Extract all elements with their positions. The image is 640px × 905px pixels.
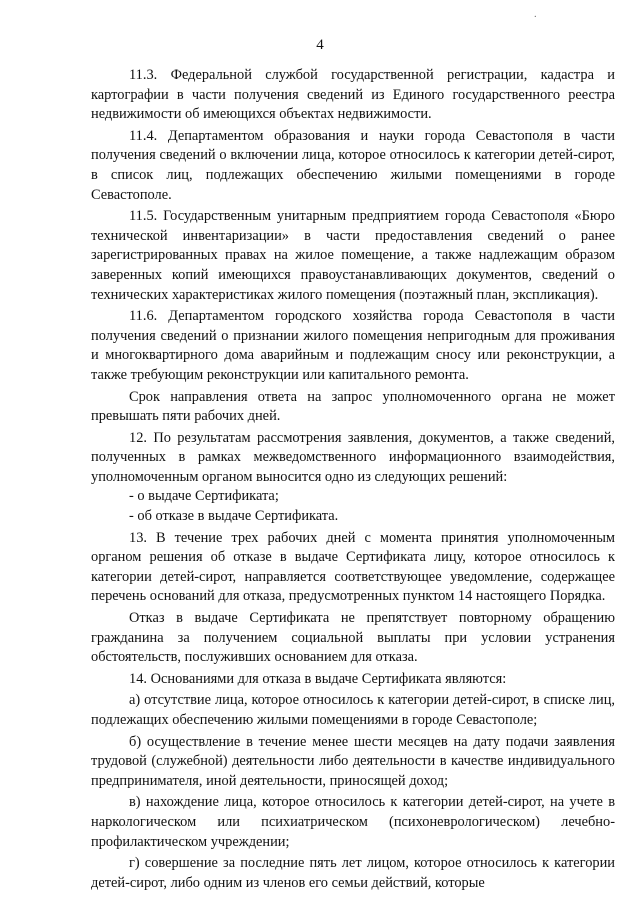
- page-number: 4: [316, 37, 324, 53]
- decision-option-issue: - о выдаче Сертификата;: [129, 488, 279, 505]
- paragraph-13: 13. В течение трех рабочих дней с момента принятия уполномоченным органом решения об отказе в выдаче Сертификата лицу, которое относилось к категории детей-сирот, направляется соответствующее уведомление, содержащее перечень оснований для отказа, предусмотренных пунктом 14 настоящего Порядка.: [91, 529, 615, 605]
- refusal-ground-b: б) осуществление в течение менее шести месяцев на дату подачи заявления трудовой (служебной) деятельности либо деятельности в качестве индивидуального предпринимателя, иной деятельности, приносящей доход;: [91, 733, 615, 789]
- decision-option-refuse: - об отказе в выдаче Сертификата.: [129, 508, 339, 525]
- refusal-ground-g: г) совершение за последние пять лет лицом, которое относилось к категории детей-сирот, либо одним из членов его семьи действий, которые: [91, 855, 615, 891]
- document-body: [91, 66, 615, 893]
- paragraph-refusal-note: Отказ в выдаче Сертификата не препятствует повторному обращению гражданина за получением социальной выплаты при условии устранения обстоятельств, послуживших основанием для отказа.: [91, 610, 615, 666]
- paragraph-11-5: 11.5. Государственным унитарным предприятием города Севастополя «Бюро технической инвентаризации» в части предоставления сведений о ранее зарегистрированных правах на жилое помещение, а также надлежащим образом заверенных копий имеющихся правоустанавливающих документов, сведений о технических характеристиках жилого помещения (поэтажный план, экспликация).: [91, 208, 615, 303]
- paragraph-12: 12. По результатам рассмотрения заявления, документов, а также сведений, полученных в рамках межведомственного информационного взаимодействия, уполномоченным органом выносится одно из следующих решений:: [91, 429, 615, 485]
- corner-mark: ·: [533, 12, 537, 23]
- paragraph-11-3: 11.3. Федеральной службой государственной регистрации, кадастра и картографии в части получения сведений из Единого государственного реестра недвижимости об имеющихся объектах недвижимости.: [91, 67, 615, 123]
- paragraph-14: 14. Основаниями для отказа в выдаче Сертификата являются:: [129, 670, 507, 687]
- refusal-ground-a: а) отсутствие лица, которое относилось к категории детей-сирот, в списке лиц, подлежащих обеспечению жилыми помещениями в городе Севастополе;: [91, 692, 615, 728]
- refusal-ground-v: в) нахождение лица, которое относилось к категории детей-сирот, на учете в наркологическом или психиатрическом (психоневрологическом) лечебно-профилактическом учреждении;: [91, 794, 615, 850]
- paragraph-11-6: 11.6. Департаментом городского хозяйства города Севастополя в части получения сведений о признании жилого помещения непригодным для проживания и многоквартирного дома аварийным и подлежащим сносу или реконструкции, а также требующим реконструкции или капитального ремонта.: [91, 308, 615, 383]
- paragraph-11-4: 11.4. Департаментом образования и науки города Севастополя в части получения сведений о включении лица, которое относилось к категории детей-сирот, в список лиц, подлежащих обеспечению жилыми помещениями в городе Севастополе.: [91, 127, 615, 203]
- paragraph-response-deadline: Срок направления ответа на запрос уполномоченного органа не может превышать пяти рабочих дней.: [91, 388, 615, 425]
